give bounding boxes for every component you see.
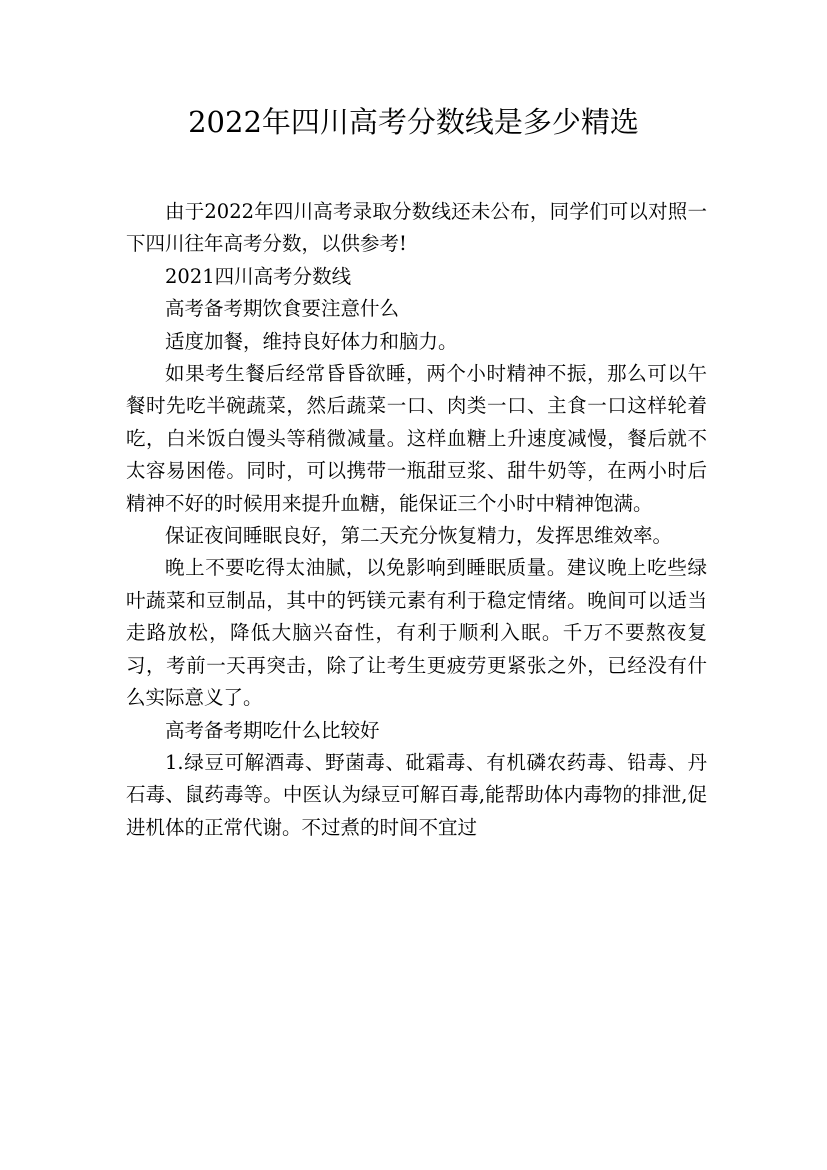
document-title: 2022年四川高考分数线是多少精选 bbox=[188, 105, 639, 139]
paragraph-sleep: 保证夜间睡眠良好，第二天充分恢复精力，发挥思维效率。 bbox=[165, 524, 673, 548]
paragraph-heading-2021-scores: 2021四川高考分数线 bbox=[165, 264, 352, 288]
paragraph-evening-advice: 晚上不要吃得太油腻，以免影响到睡眠质量。建议晚上吃些绿叶蔬菜和豆制品，其中的钙镁元素有利于稳定情绪。晚间可以适当走路放松，降低大脑兴奋性，有利于顺利入眠。千万不要熬夜复习，考前一天再突击，除了让考生更疲劳更紧张之外，已经没有什么实际意义了。 bbox=[126, 556, 707, 710]
paragraph-drowsiness: 如果考生餐后经常昏昏欲睡，两个小时精神不振，那么可以午餐时先吃半碗蔬菜，然后蔬菜一口、肉类一口、主食一口这样轮着吃，白米饭白馒头等稍微减量。这样血糖上升速度减慢，餐后就不太容易困倦。同时，可以携带一瓶甜豆浆、甜牛奶等，在两小时后精神不好的时候用来提升血糖，能保证三个小时中精神饱满。 bbox=[126, 362, 707, 515]
document-body bbox=[126, 196, 707, 844]
paragraph-heading-diet: 高考备考期饮食要注意什么 bbox=[165, 297, 400, 321]
paragraph-intro: 由于2022年四川高考录取分数线还未公布，同学们可以对照一下四川往年高考分数，以供参考! bbox=[126, 200, 707, 256]
paragraph-mung-bean: 1.绿豆可解酒毒、野菌毒、砒霜毒、有机磷农药毒、铅毒、丹石毒、鼠药毒等。中医认为绿豆可解百毒,能帮助体内毒物的排泄,促进机体的正常代谢。不过煮的时间不宜过 bbox=[126, 750, 707, 839]
paragraph-heading-foods: 高考备考期吃什么比较好 bbox=[165, 718, 380, 742]
paragraph-extra-meal: 适度加餐，维持良好体力和脑力。 bbox=[165, 329, 458, 353]
